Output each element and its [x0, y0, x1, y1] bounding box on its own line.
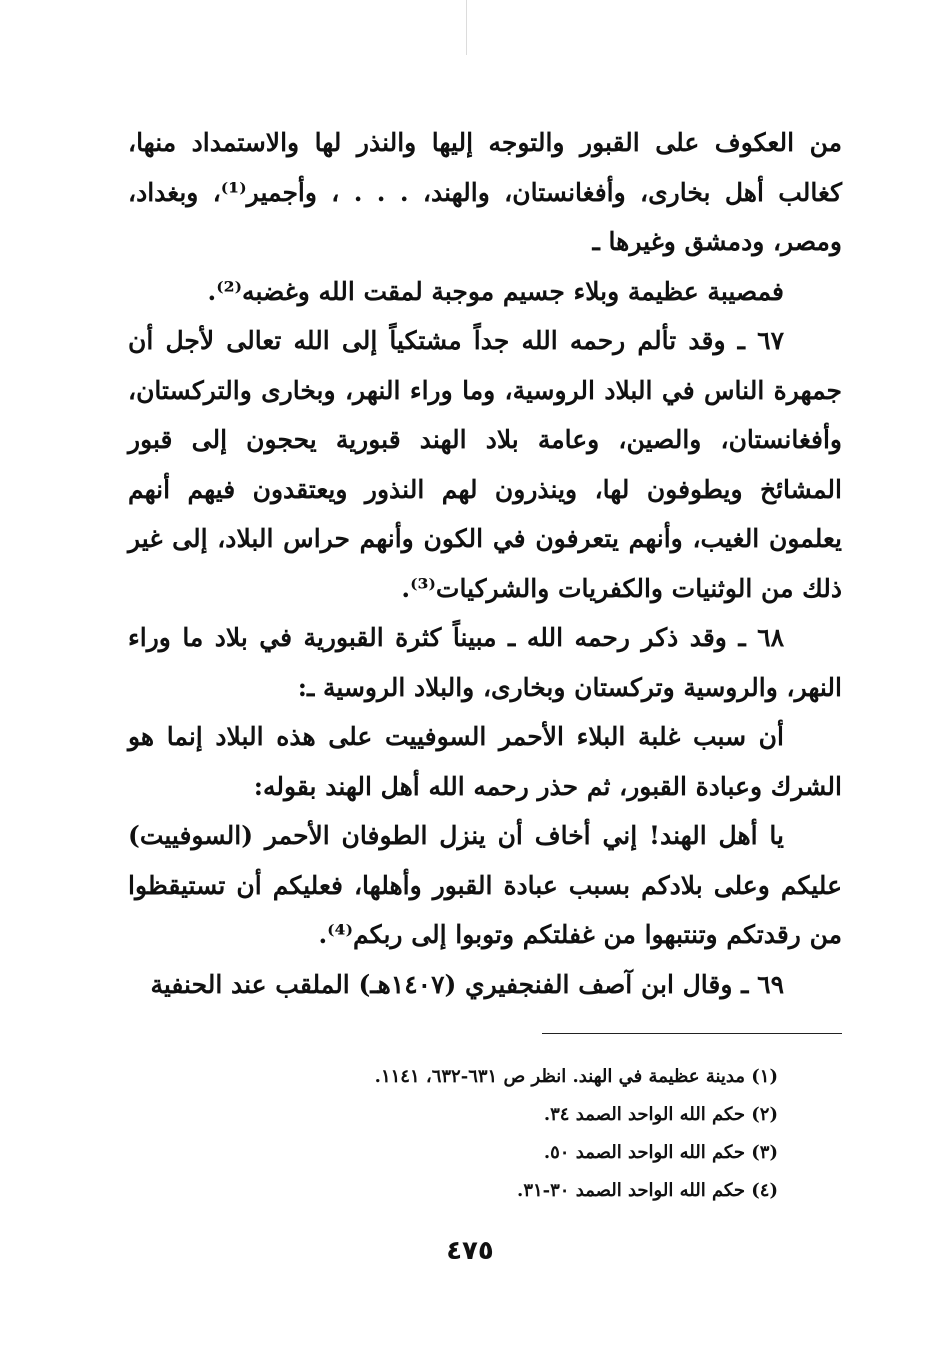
- paragraph-69: ٦٩ ـ وقال ابن آصف الفنجفيري (١٤٠٧هـ) الملقب عند الحنفية: [150, 969, 784, 999]
- main-text: [128, 118, 842, 1009]
- footnote-4: (٤) حكم الله الواحد الصمد ٣٠-٣١.: [517, 1180, 778, 1201]
- paragraph-1: من العكوف على القبور والتوجه إليها والنذر لها والاستمداد منها، كغالب أهل بخارى، وأفغانستان، والهند، . . . ، وأجمير⁽¹⁾، وبغداد، ومصر، ودمشق وغيرها ـ: [128, 128, 842, 256]
- paragraph-quote-intro: أن سبب غلبة البلاء الأحمر السوفييت على هذه البلاد إنما هو الشرك وعبادة القبور، ثم حذر رحمه الله أهل الهند بقوله:: [128, 722, 842, 801]
- footnote-1: (١) مدينة عظيمة في الهند. انظر ص ٦٣١-٦٣٢، ١١٤١.: [374, 1066, 778, 1087]
- paragraph-68: ٦٨ ـ وقد ذكر رحمه الله ـ مبيناً كثرة القبورية في بلاد ما وراء النهر، والروسية وتركستان وبخارى، والبلاد الروسية ـ:: [128, 623, 842, 702]
- binding-shadow: [466, 0, 467, 55]
- footnote-divider: [542, 1033, 842, 1034]
- footnote-2: (٢) حكم الله الواحد الصمد ٣٤.: [543, 1104, 778, 1125]
- footnotes: [200, 1058, 778, 1210]
- paragraph-2: فمصيبة عظيمة وبلاء جسيم موجبة لمقت الله وغضبه⁽²⁾.: [207, 276, 784, 306]
- footnote-3: (٣) حكم الله الواحد الصمد ٥٠.: [543, 1142, 778, 1163]
- paragraph-67: ٦٧ ـ وقد تألم رحمه الله جداً مشتكياً إلى الله تعالى لأجل أن جمهرة الناس في البلاد الروسية، وما وراء النهر، وبخارى والتركستان، وأفغانستان، والصين، وعامة بلاد الهند قبورية يحجون إلى قبور المشائخ ويطوفون لها، وينذرون لهم النذور ويعتقدون فيهم أنهم يعلمون الغيب، وأنهم يتعرفون في الكون وأنهم حراس البلاد، إلى غير ذلك من الوثنيات والكفريات والشركيات⁽³⁾.: [128, 326, 842, 603]
- paragraph-quote: يا أهل الهند! إني أخاف أن ينزل الطوفان الأحمر (السوفييت) عليكم وعلى بلادكم بسبب عبادة القبور وأهلها، فعليكم أن تستيقظوا من رقدتكم وتنتبهوا من غفلتكم وتوبوا إلى ربكم⁽⁴⁾.: [128, 821, 842, 949]
- page-number: ٤٧٥: [446, 1236, 494, 1266]
